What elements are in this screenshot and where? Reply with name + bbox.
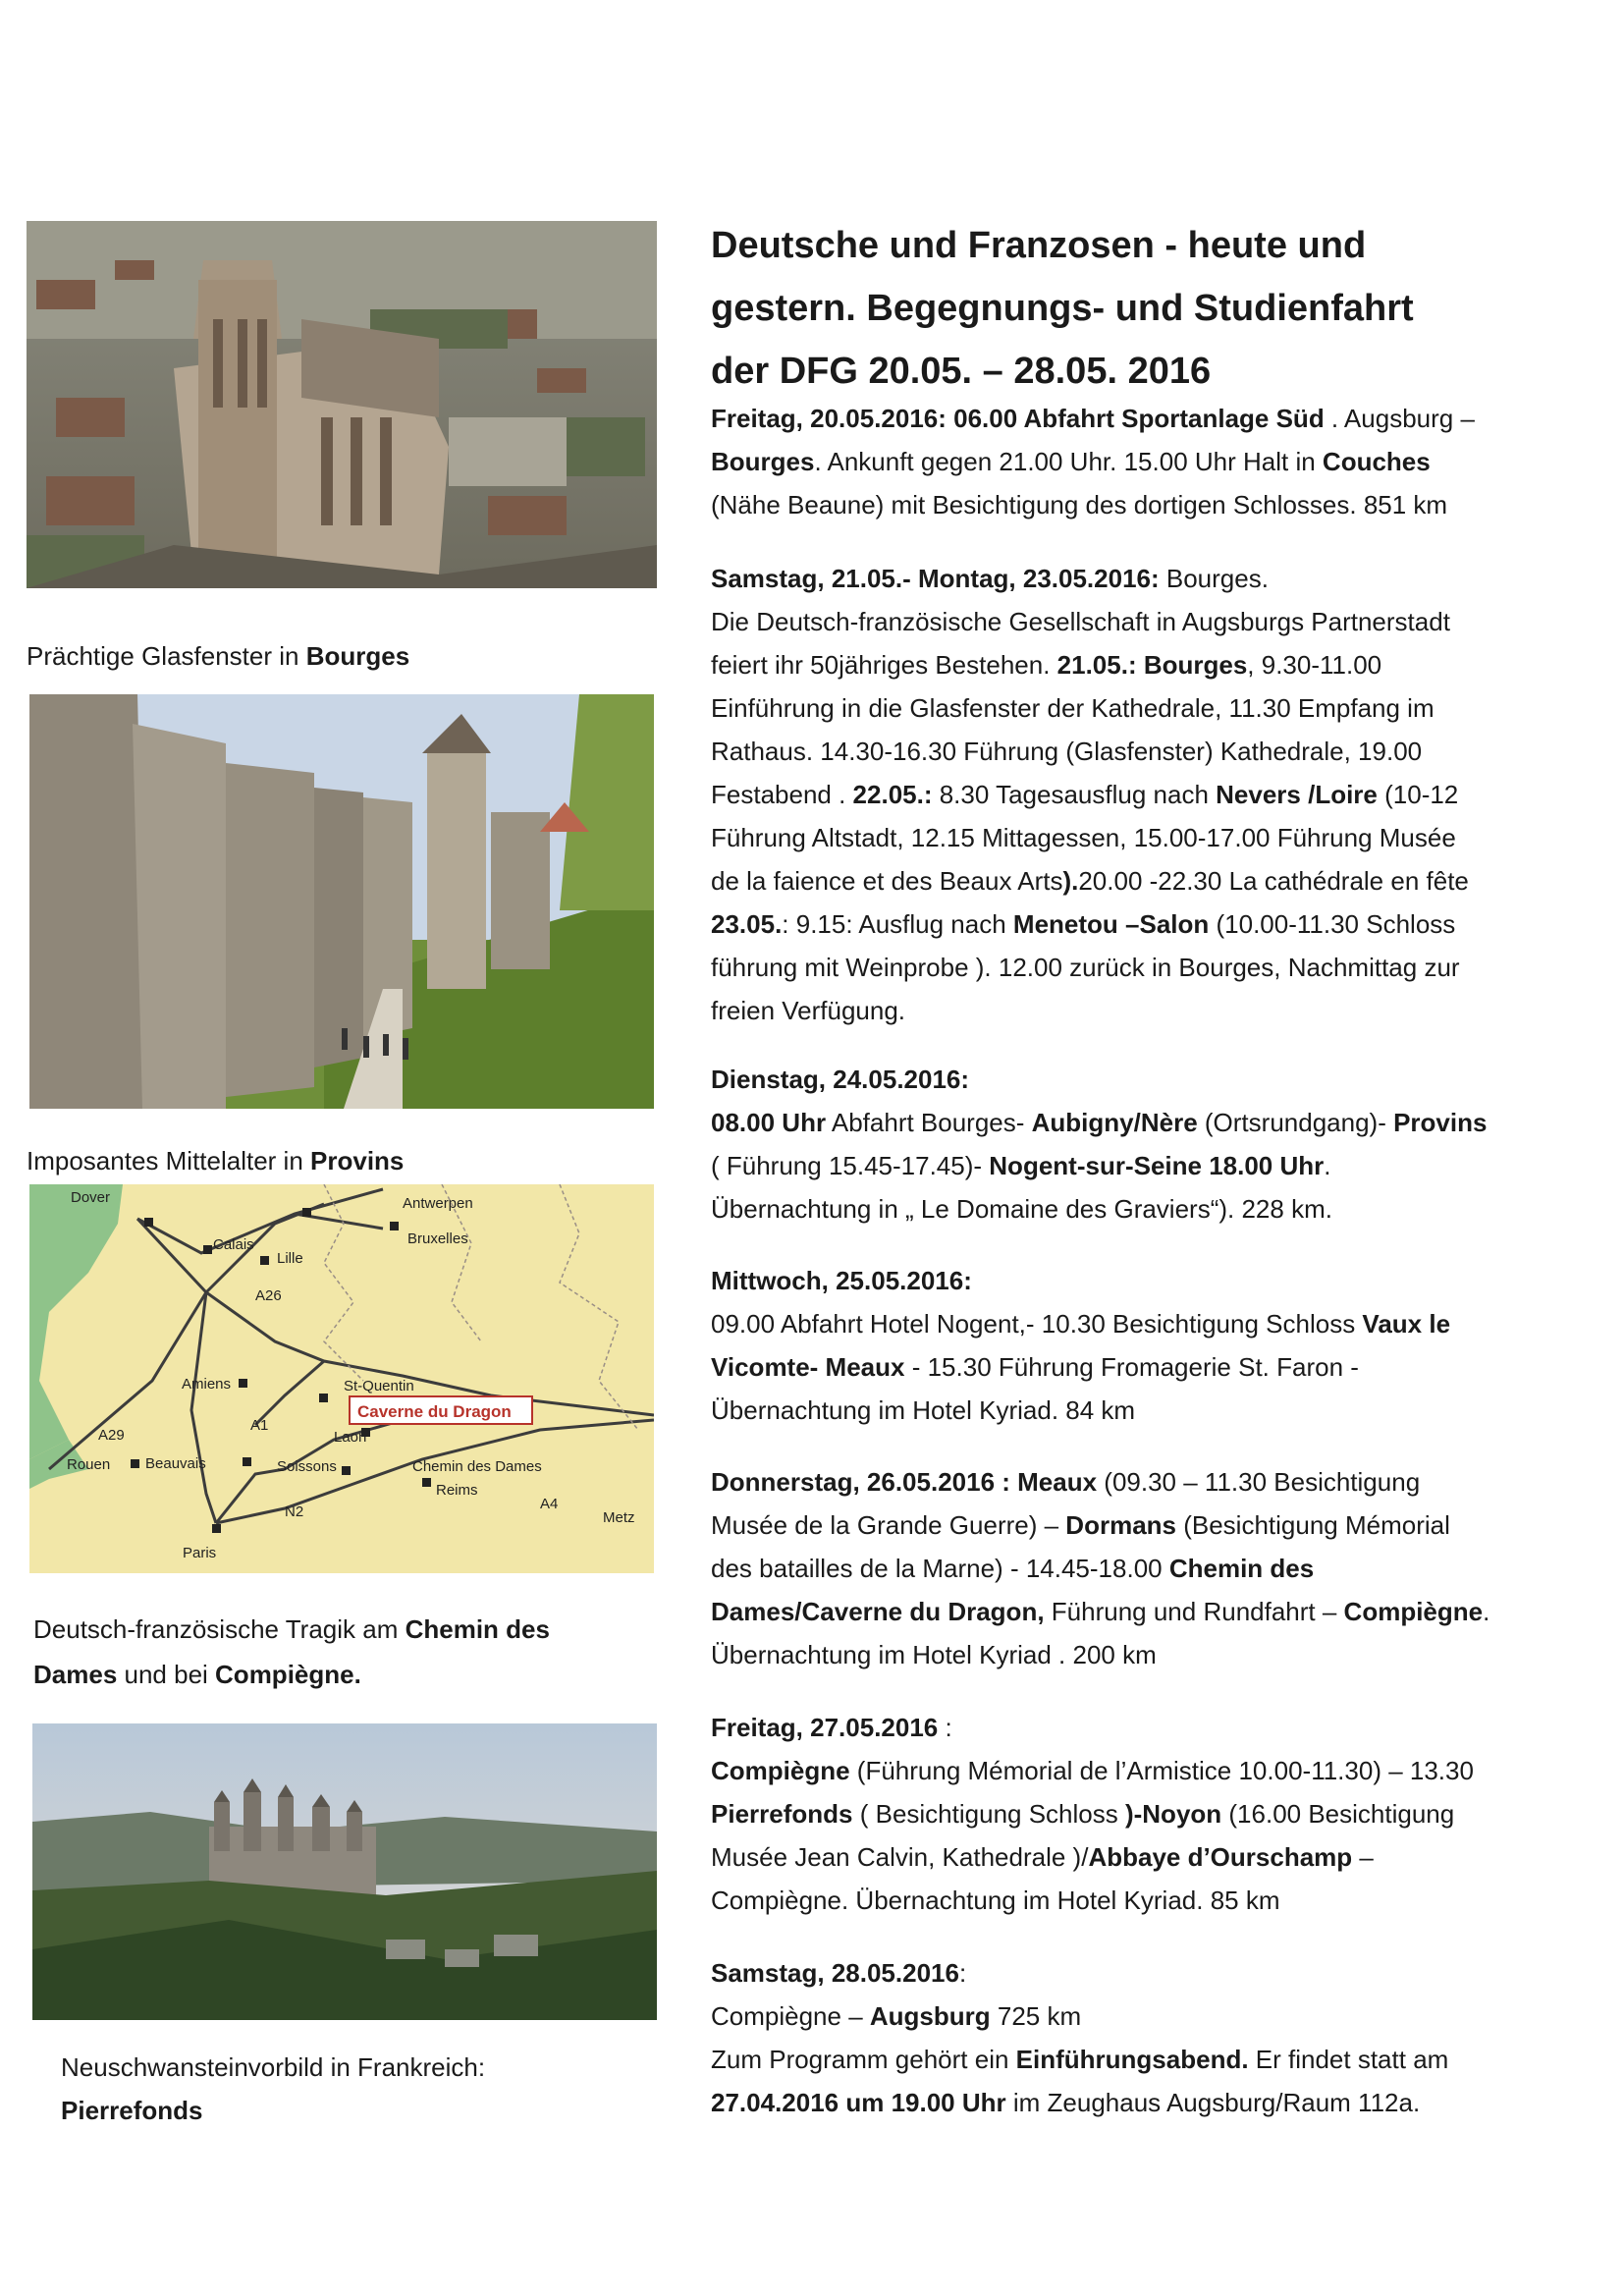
program-text: Er findet statt am (1248, 2045, 1449, 2074)
program-line (711, 1101, 1595, 1144)
provins-walls-photo (29, 694, 654, 1109)
program-text: de la faience et des Beaux Arts (711, 866, 1063, 896)
chemin-caption-line1: Deutsch-französische Tragik am Chemin des (33, 1614, 550, 1644)
day-section-dienstag-24 (711, 1058, 1595, 1230)
map-label-soissons: Soissons (277, 1458, 337, 1475)
program-text: freien Verfügung. (711, 996, 906, 1025)
program-text: Einführung in die Glasfenster der Kathedrale, 11.30 Empfang im (711, 693, 1435, 723)
pierrefonds-castle-photo (32, 1723, 657, 2020)
program-text: (Nähe Beaune) mit Besichtigung des dortigen Schlosses. 851 km (711, 490, 1448, 519)
map-label-a29: A29 (98, 1427, 125, 1444)
program-line (711, 1547, 1595, 1590)
program-text-bold: Menetou –Salon (1012, 909, 1210, 939)
program-text: Übernachtung im Hotel Kyriad . 200 km (711, 1640, 1157, 1669)
program-text: Übernachtung in „ Le Domaine des Graviers“). 228 km. (711, 1194, 1332, 1224)
program-text: (10.00-11.30 Schloss (1209, 909, 1456, 939)
pierrefonds-caption-line2: Pierrefonds (61, 2096, 203, 2125)
bourges-caption: Prächtige Glasfenster in Bourges (27, 641, 410, 671)
program-text: des batailles de la Marne) - 14.45-18.00 (711, 1554, 1169, 1583)
program-text-bold: ). (1062, 866, 1079, 896)
program-line (711, 1389, 1595, 1432)
program-text-bold: Couches (1322, 447, 1431, 476)
program-line (711, 600, 1595, 643)
program-text: (Führung Mémorial de l’Armistice 10.00-11.30) – 13.30 (849, 1756, 1474, 1785)
program-text: - 15.30 Führung Fromagerie St. Faron - (904, 1352, 1359, 1382)
program-line (711, 946, 1595, 989)
program-line (711, 730, 1595, 773)
day-section-freitag-27 (711, 1706, 1595, 1922)
program-text: feiert ihr 50jähriges Bestehen. (711, 650, 1057, 680)
program-text: (10-12 (1377, 780, 1459, 809)
title-line: Deutsche und Franzosen - heute und (711, 225, 1367, 266)
program-line (711, 2081, 1595, 2124)
program-line (711, 1187, 1595, 1230)
map-label-antwerpen: Antwerpen (403, 1195, 473, 1212)
program-text: . (1324, 1151, 1331, 1180)
program-text: : 9.15: Ausflug nach (782, 909, 1013, 939)
program-text: : (958, 1958, 967, 1988)
program-text-bold: 23.05. (711, 909, 783, 939)
program-text-bold: Dames/Caverne du Dragon, (711, 1597, 1045, 1626)
map-label-a1: A1 (250, 1417, 269, 1434)
map-label-a26: A26 (255, 1287, 282, 1304)
program-line (711, 1749, 1595, 1792)
program-line (711, 1706, 1595, 1749)
program-text: führung mit Weinprobe ). 12.00 zurück in Bourges, Nachmittag zur (711, 953, 1460, 982)
program-text-bold: Freitag, 27.05.2016 (711, 1713, 939, 1742)
program-text-bold: Abbaye d’Ourschamp (1088, 1842, 1353, 1872)
program-line (711, 483, 1595, 526)
day-section-samstag-28 (711, 1951, 1595, 2124)
program-text-bold: Bourges (711, 447, 815, 476)
map-label-lille: Lille (277, 1250, 303, 1267)
program-text-bold: Vicomte- Meaux (711, 1352, 905, 1382)
program-text-bold: Donnerstag, 26.05.2016 : Meaux (711, 1467, 1098, 1497)
program-text: Compiègne. Übernachtung im Hotel Kyriad. 85 km (711, 1886, 1280, 1915)
program-line (711, 816, 1595, 859)
program-text: 8.30 Tagesausflug nach (932, 780, 1217, 809)
program-line (711, 1345, 1595, 1389)
map-label-caverne: Caverne du Dragon (357, 1402, 512, 1421)
program-text-bold: 21.05.: Bourges (1056, 650, 1248, 680)
map-label-laon: Laon (334, 1429, 367, 1446)
program-text: . (1483, 1597, 1490, 1626)
program-text: Compiègne – (711, 2001, 870, 2031)
map-label-dover: Dover (71, 1189, 111, 1206)
program-text: 725 km (990, 2001, 1082, 2031)
program-line (711, 1144, 1595, 1187)
program-text: – (1352, 1842, 1374, 1872)
bourges-cathedral-photo (27, 221, 657, 588)
program-line (711, 1058, 1595, 1101)
map-label-reims: Reims (436, 1482, 478, 1499)
program-text: Musée de la Grande Guerre) – (711, 1510, 1066, 1540)
program-text: Zum Programm gehört ein (711, 2045, 1016, 2074)
program-text: Übernachtung im Hotel Kyriad. 84 km (711, 1395, 1136, 1425)
program-text-bold: Nogent-sur-Seine 18.00 Uhr (989, 1151, 1325, 1180)
program-text: Führung und Rundfahrt – (1044, 1597, 1344, 1626)
day-section-donnerstag-26 (711, 1460, 1595, 1676)
program-text: Rathaus. 14.30-16.30 Führung (Glasfenster) Kathedrale, 19.00 (711, 737, 1423, 766)
program-line (711, 440, 1595, 483)
page-title (711, 214, 1575, 403)
program-line (711, 1460, 1595, 1503)
provins-caption: Imposantes Mittelalter in Provins (27, 1146, 405, 1175)
chemin-des-dames-map (29, 1184, 654, 1573)
map-label-chemin: Chemin des Dames (412, 1458, 542, 1475)
program-text: (09.30 – 11.30 Besichtigung (1097, 1467, 1421, 1497)
program-line (711, 1302, 1595, 1345)
program-line (711, 1503, 1595, 1547)
program-text: ( Besichtigung Schloss (852, 1799, 1125, 1829)
program-text: Musée Jean Calvin, Kathedrale )/ (711, 1842, 1089, 1872)
map-label-paris: Paris (183, 1545, 217, 1561)
map-label-n2: N2 (285, 1503, 304, 1520)
day-section-freitag-20 (711, 397, 1595, 526)
map-label-calais: Calais (213, 1236, 254, 1253)
program-text: Führung Altstadt, 12.15 Mittagessen, 15.00-17.00 Führung Musée (711, 823, 1456, 852)
program-text-bold: Mittwoch, 25.05.2016: (711, 1266, 972, 1295)
program-text: : (938, 1713, 952, 1742)
program-text-bold: Augsburg (869, 2001, 991, 2031)
program-text-bold: Aubigny/Nère (1031, 1108, 1198, 1137)
program-text: im Zeughaus Augsburg/Raum 112a. (1005, 2088, 1421, 2117)
program-line (711, 1879, 1595, 1922)
program-line (711, 557, 1595, 600)
program-text: . Augsburg – (1330, 404, 1475, 433)
program-text-bold: Pierrefonds (711, 1799, 853, 1829)
program-line (711, 1792, 1595, 1835)
program-text: Abfahrt Bourges- (826, 1108, 1032, 1137)
program-text: (16.00 Besichtigung (1221, 1799, 1455, 1829)
map-label-beauvais: Beauvais (145, 1455, 206, 1472)
map-label-rouen: Rouen (67, 1456, 111, 1473)
program-line (711, 643, 1595, 686)
map-label-amiens: Amiens (182, 1376, 232, 1393)
program-text: , 9.30-11.00 (1247, 650, 1382, 680)
day-section-mittwoch-25 (711, 1259, 1595, 1432)
program-text-bold: 08.00 Uhr (711, 1108, 827, 1137)
map-label-metz: Metz (603, 1509, 635, 1526)
program-line (711, 397, 1595, 440)
program-text-bold: Einführungsabend. (1015, 2045, 1249, 2074)
program-line (711, 1633, 1595, 1676)
day-section-samstag-21 (711, 557, 1595, 1032)
map-label-a4: A4 (540, 1496, 559, 1512)
program-text-bold: Provins (1393, 1108, 1488, 1137)
program-line (711, 1995, 1595, 2038)
program-text-bold: Compiègne (711, 1756, 850, 1785)
title-line: gestern. Begegnungs- und Studienfahrt (711, 288, 1414, 329)
program-text: (Ortsrundgang)- (1197, 1108, 1394, 1137)
program-line (711, 902, 1595, 946)
map-label-st-quentin: St-Quentin (344, 1378, 414, 1394)
program-text-bold: Samstag, 28.05.2016 (711, 1958, 959, 1988)
chemin-caption-line2: Dames und bei Compiègne. (33, 1660, 361, 1689)
program-text: Die Deutsch-französische Gesellschaft in Augsburgs Partnerstadt (711, 607, 1450, 636)
program-line (711, 1835, 1595, 1879)
program-text: (Besichtigung Mémorial (1176, 1510, 1450, 1540)
program-text: 20.00 -22.30 La cathédrale en fête (1078, 866, 1469, 896)
program-text-bold: 27.04.2016 um 19.00 Uhr (711, 2088, 1006, 2117)
program-text-bold: Samstag, 21.05.- Montag, 23.05.2016: (711, 564, 1160, 593)
map-label-bruxelles: Bruxelles (407, 1230, 468, 1247)
program-text-bold: Nevers /Loire (1216, 780, 1378, 809)
title-line: der DFG 20.05. – 28.05. 2016 (711, 351, 1212, 392)
program-text: Festabend . (711, 780, 853, 809)
program-text: . Ankunft gegen 21.00 Uhr. 15.00 Uhr Halt in (814, 447, 1323, 476)
program-text: Bourges. (1159, 564, 1269, 593)
program-text-bold: Chemin des (1168, 1554, 1315, 1583)
program-text-bold: Compiègne (1343, 1597, 1484, 1626)
program-line (711, 989, 1595, 1032)
program-text-bold: Dienstag, 24.05.2016: (711, 1065, 970, 1094)
program-line (711, 1951, 1595, 1995)
program-line (711, 859, 1595, 902)
program-line (711, 686, 1595, 730)
program-text: 09.00 Abfahrt Hotel Nogent,- 10.30 Besichtigung Schloss (711, 1309, 1363, 1339)
program-line (711, 773, 1595, 816)
program-line (711, 1590, 1595, 1633)
program-line (711, 2038, 1595, 2081)
program-text-bold: 22.05.: (852, 780, 933, 809)
pierrefonds-caption-line1: Neuschwansteinvorbild in Frankreich: (61, 2052, 486, 2082)
program-text-bold: )-Noyon (1124, 1799, 1222, 1829)
program-line (711, 1259, 1595, 1302)
program-text-bold: Vaux le (1362, 1309, 1451, 1339)
program-text: ( Führung 15.45-17.45)- (711, 1151, 990, 1180)
program-text-bold: Freitag, 20.05.2016: 06.00 Abfahrt Sportanlage Süd (711, 404, 1331, 433)
program-text-bold: Dormans (1065, 1510, 1176, 1540)
